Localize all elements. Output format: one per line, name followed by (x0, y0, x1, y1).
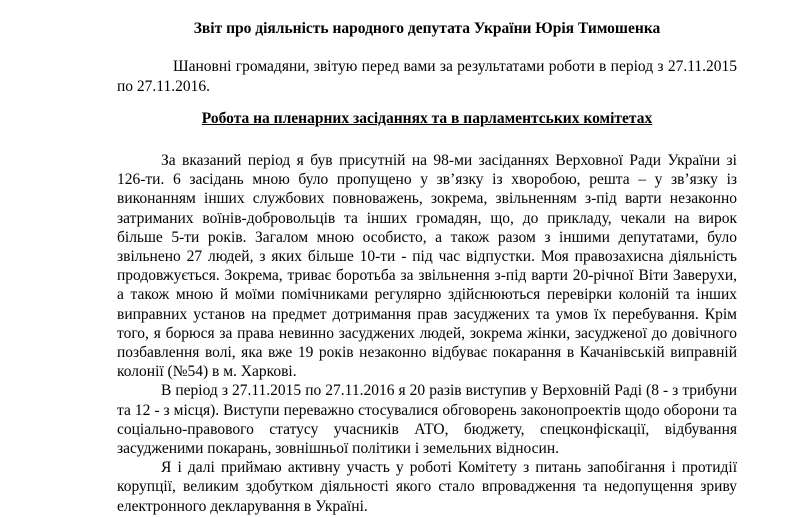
section-heading: Робота на пленарних засіданнях та в парламентських комітетах (201, 110, 653, 127)
intro-paragraph: Шановні громадяни, звітую перед вами за результатами роботи в період з 27.11.2015 по 27.11.2016. (117, 58, 737, 95)
paragraph-speeches: В період з 27.11.2015 по 27.11.2016 я 20 разів виступив у Верховній Раді (8 - з трибуни та 12 - з місця). Виступи переважно стосувалися обговорень законопроектів щодо оборони та соціально-правового статусу учасників АТО, бюджету, спецконфіскації, відбування засудженими покарань, зовнішньої політики і земельних відносин. (117, 382, 737, 458)
document-title: Звіт про діяльність народного депутата України Юрія Тимошенка (193, 20, 661, 37)
section-body (117, 151, 737, 516)
paragraph-committee: Я і далі приймаю активну участь у роботі Комітету з питань запобігання і протидії корупції, великим здобутком діяльності якого стало впровадження та недопущення зриву електронного декларування в Україні. (117, 459, 737, 515)
paragraph-attendance: За вказаний період я був присутній на 98-ми засіданнях Верховної Ради України зі 126-ти. 6 засідань мною було пропущено у зв’язку із хворобою, решта – у зв’язку із виконанням інших службових повноважень, зокрема, звільненням з-під варти незаконно затриманих воїнів-добровольців та інших громадян, що, до прикладу, чекали на вирок більше 5-ти років. Загалом мною особисто, а також разом з іншими депутатами, було звільнено 27 людей, з яких більше 10-ти - під час відпустки. Моя правозахисна діяльність продовжується. Зокрема, триває боротьба за звільнення з-під варти 20-річної Віти Заверухи, а також мною й моїми помічниками регулярно здійснюються перевірки колоній та інших виправних установ на предмет дотримання прав засуджених та умов їх перебування. Крім того, я борюся за права невинно засуджених людей, зокрема жінки, засудженої до довічного позбавлення волі, яка вже 19 років незаконно відбуває покарання в Качанівській виправній колонії (№54) в м. Харкові. (117, 152, 737, 381)
